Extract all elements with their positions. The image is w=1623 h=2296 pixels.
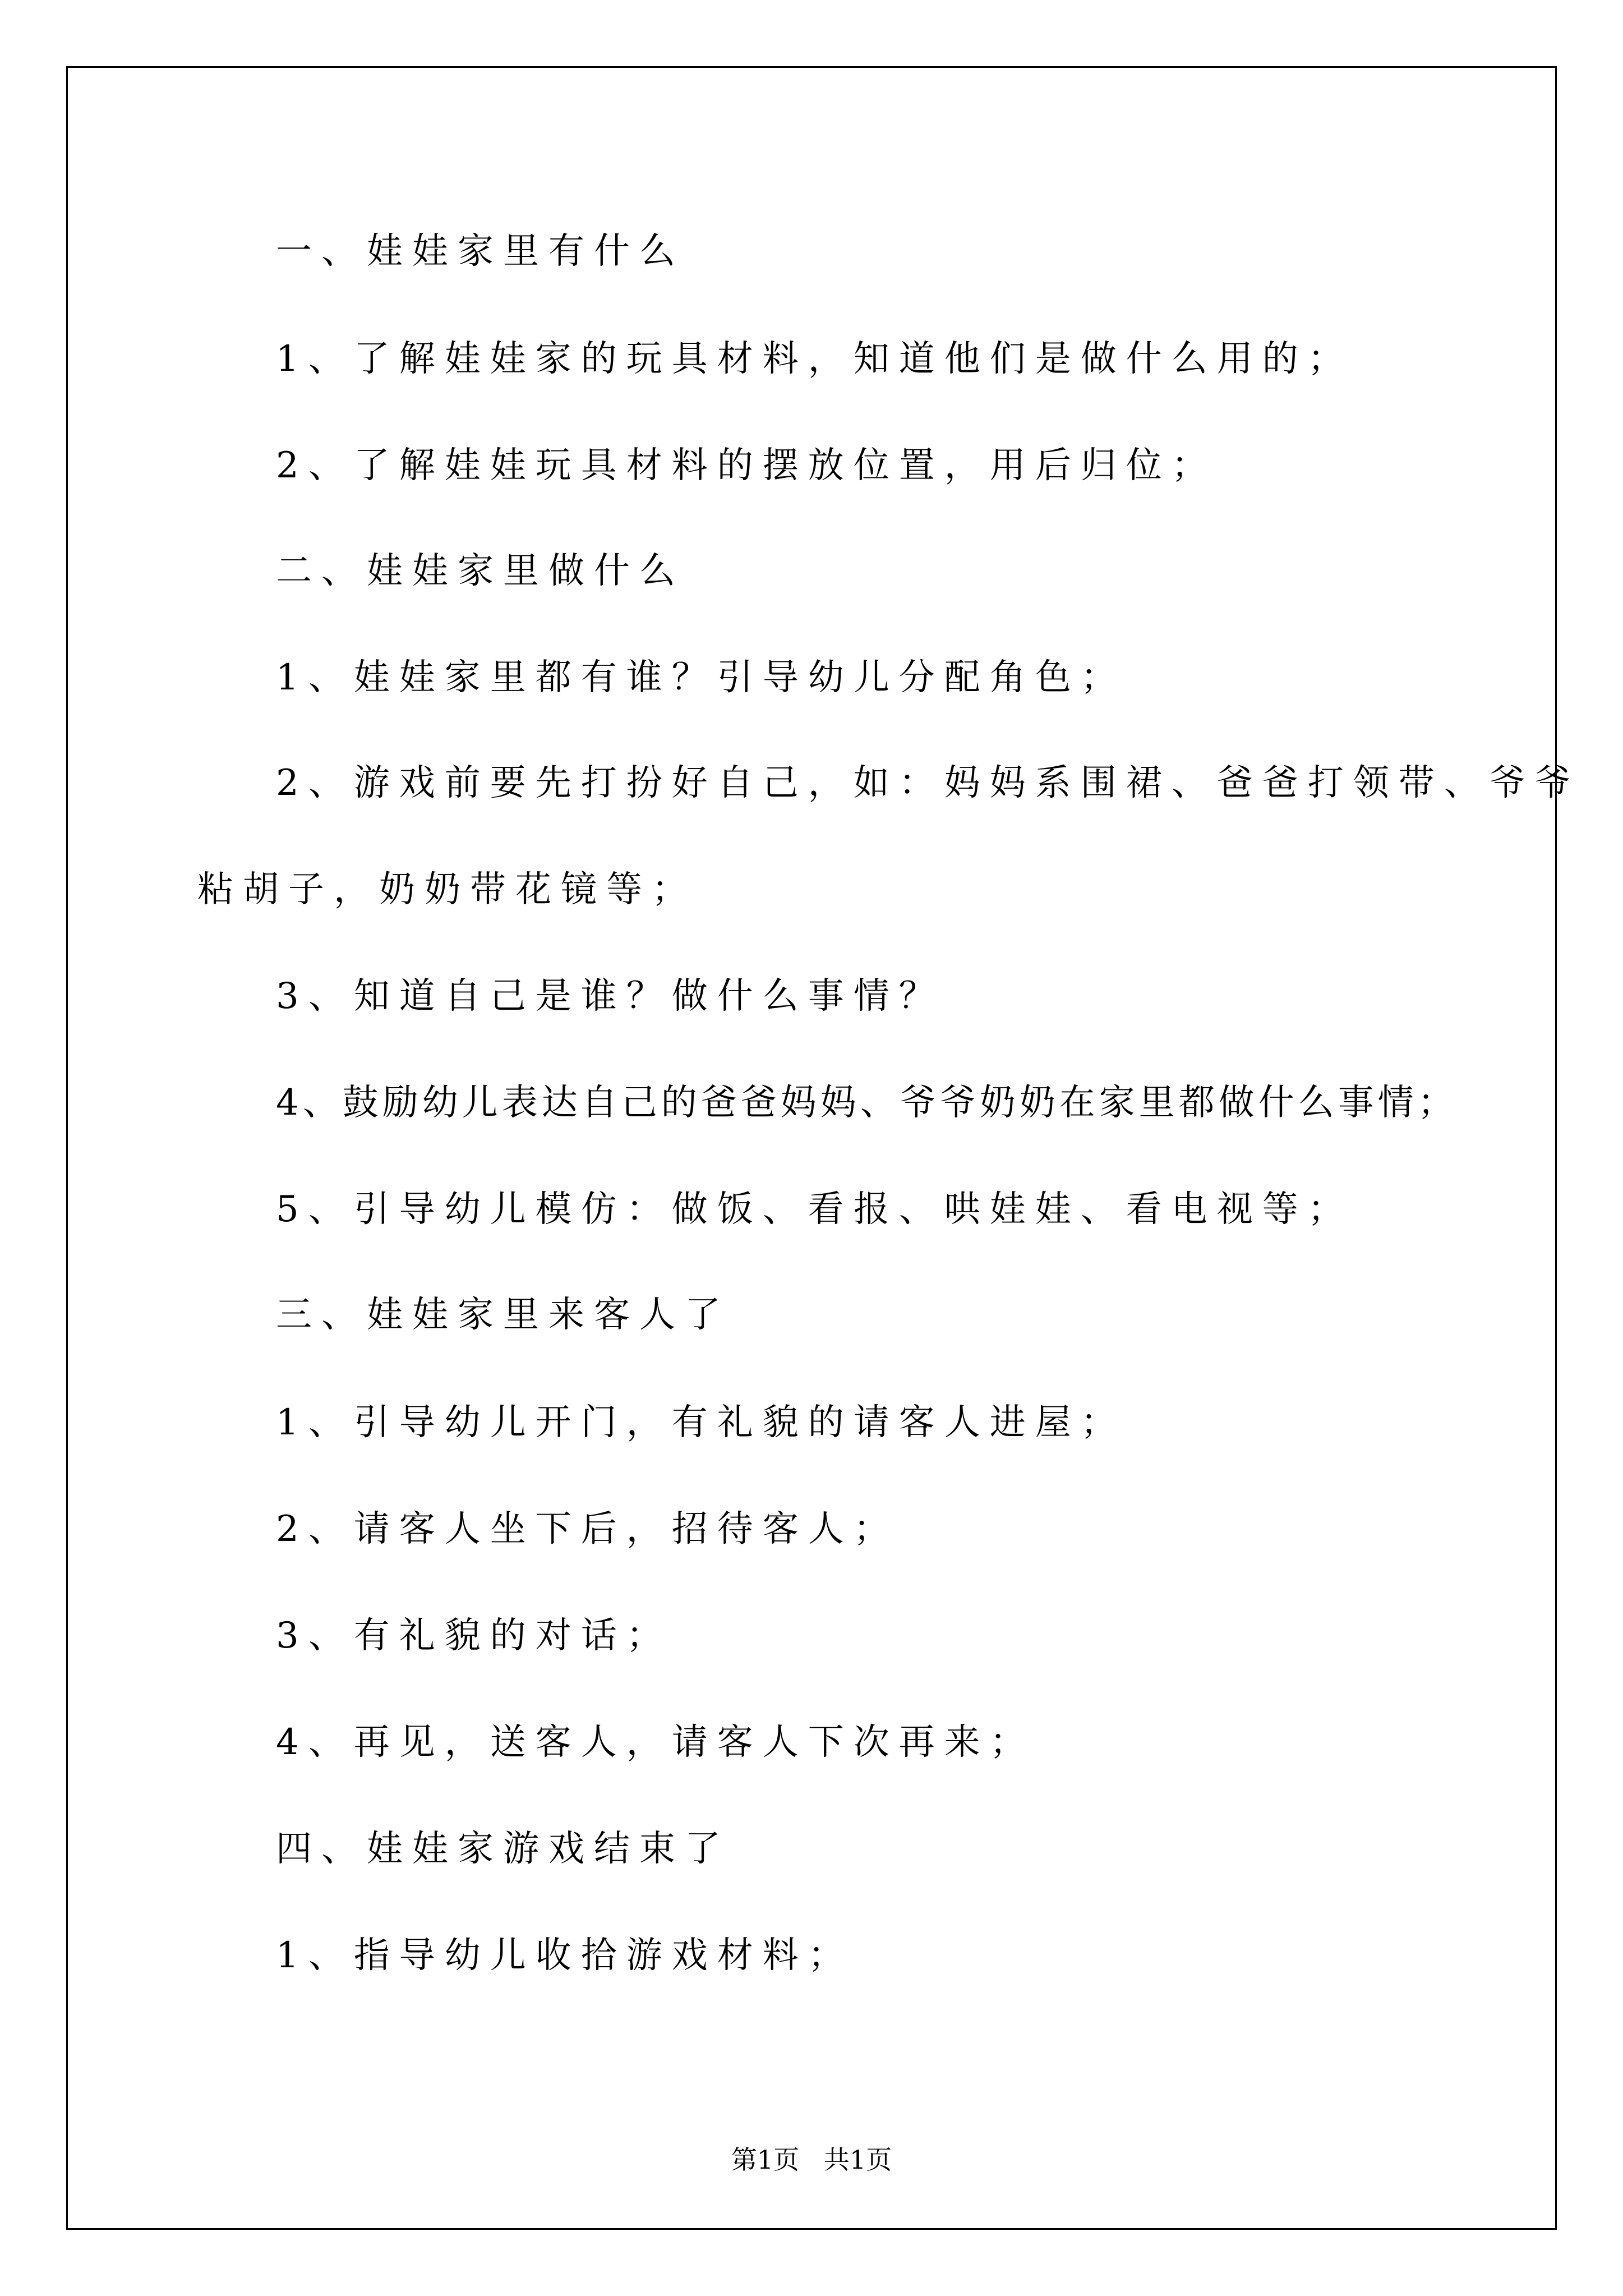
page-border <box>66 66 1557 2230</box>
list-item: 2、了解娃娃玩具材料的摆放位置，用后归位； <box>276 445 1217 486</box>
section-heading-3: 三、娃娃家里来客人了 <box>276 1294 730 1336</box>
section-heading-4: 四、娃娃家游戏结束了 <box>276 1828 730 1870</box>
page-footer: 第1页 共1页 <box>731 2145 892 2175</box>
list-item: 2、游戏前要先打扮好自己，如：妈妈系围裙、爸爸打领带、爷爷 <box>276 762 1580 804</box>
list-item: 2、请客人坐下后，招待客人； <box>276 1508 899 1550</box>
list-item: 1、娃娃家里都有谁？引导幼儿分配角色； <box>276 657 1126 698</box>
list-item: 1、了解娃娃家的玩具材料，知道他们是做什么用的； <box>276 338 1353 380</box>
section-heading-1: 一、娃娃家里有什么 <box>276 231 685 272</box>
list-item: 3、有礼貌的对话； <box>276 1615 672 1657</box>
section-heading-2: 二、娃娃家里做什么 <box>276 550 685 592</box>
list-item: 1、指导幼儿收拾游戏材料； <box>276 1935 854 1976</box>
list-item: 3、知道自己是谁？做什么事情？ <box>276 976 944 1017</box>
list-item: 4、鼓励幼儿表达自己的爸爸妈妈、爷爷奶奶在家里都做什么事情； <box>276 1082 1458 1124</box>
list-item-continuation: 粘胡子，奶奶带花镜等； <box>197 869 697 910</box>
list-item: 1、引导幼儿开门，有礼貌的请客人进屋； <box>276 1402 1126 1443</box>
list-item: 5、引导幼儿模仿：做饭、看报、哄娃娃、看电视等； <box>276 1189 1353 1230</box>
list-item: 4、再见，送客人，请客人下次再来； <box>276 1722 1035 1763</box>
